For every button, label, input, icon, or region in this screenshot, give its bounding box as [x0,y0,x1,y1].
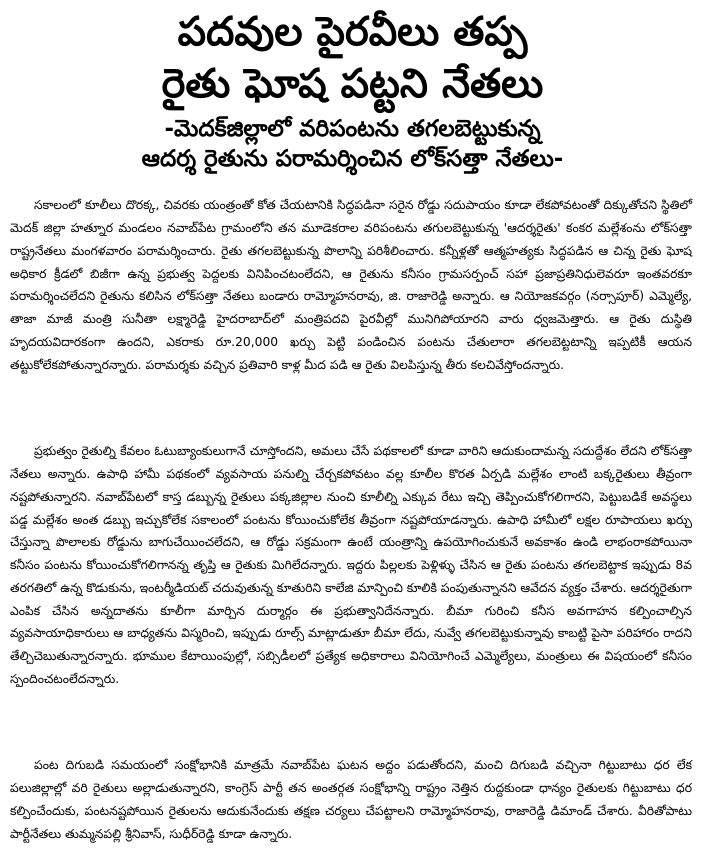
article-paragraph-2: ప్రభుత్వం రైతుల్ని కేవలం ఓటుబ్యాంకులుగానే చూస్తోందని, అమలు చేసే పథకాలలో కూడా వారిని ఆదుకుందామన్న సదుద్దేశం లేదని లోక్‌సత్తా నేతలు అన్నారు. ఉపాధి హామీ పథకంలో వ్యవసాయ పనుల్ని చేర్చకపోవటం వల్ల కూలీల కొరత ఏర్పడి మల్లేశం లాంటి బక్కరైతులు తీవ్రంగా నష్టపోతున్నారని. నవాబ్‌పేటలో కాస్త డబ్బున్న రైతులు పక్కజిల్లాల నుంచి కూలీల్ని ఎక్కువ రేటు ఇచ్చి తెప్పించుకోగలిగారని, పెట్టుబడికే అవస్థలు పడ్డ మల్లేశం అంత డబ్బు ఇచ్చుకోలేక సకాలంలో పంటను కోయించుకోలేక తీవ్రంగా నష్టపోయాడన్నారు. ఉపాధి హామీలో లక్షల రూపాయలు ఖర్చు చేస్తున్నా పొలాలకు రోడ్డును బాగుచేయించలేదని, ఆ రోడ్డు సక్రమంగా ఉంటే యంత్రాన్ని ఉపయోగించుకునే అవకాశం ఉండి లాభంరాకపోయినా కనీసం పంటను కోయించుకోగలిగానన్న తృప్తి ఆ రైతుకు మిగిలేదన్నారు. ఇద్దరు పిల్లలకు పెళ్లిళ్ళు చేసిన ఆ రైతు పంటను తగలబెట్టాక ఇప్పుడు 8వ తరగతిలో ఉన్న కొడుకును, ఇంటర్మీడియట్ చదువుతున్న కూతురిని కాలేజి మాన్పించి కూలికి పంపుతున్నానని ఆవేదన వ్యక్తం చేశారు. ఆదర్శరైతుగా ఎంపిక చేసిన అన్నదాతను కూలీగా మార్చిన దుర్మార్గం ఈ ప్రభుత్వానిదేనన్నారు. బీమా గురించి కనీస అవగాహన కల్పించాల్సిన వ్యవసాయాధికారులు ఆ బాధ్యతను విస్మరించి, ఇప్పుడు రూల్స్ మాట్లాడుతూ బీమా లేదు, నువ్వే తగలబెట్టుకున్నావు కాబట్టి పైసా పరిహారం రాదని తేల్చిచెబుతున్నారన్నారు. భూముల కేటాయింపుల్లో, సబ్సిడీలలో ప్రత్యేక అధికారాలు వినియోగించే ఎమ్మెల్యేలు, మంత్రులు ఈ విషయంలో కనీసం స్పందించటంలేదన్నారు. [10,444,692,686]
headline-line-1: పదవుల పైరవీలు తప్ప [177,9,528,55]
subheadline-line-2: ఆదర్శ రైతును పరామర్శించిన లోక్‌సత్తా నేతలు- [141,146,564,172]
article-paragraph-1: సకాలంలో కూలీలు దొరక్క, చివరకు యంత్రంతో కోత చేయటానికి సిద్ధపడినా సరైన రోడ్డు సదుపాయం కూడా లేకపోవటంతో దిక్కుతోచని స్థితిలో మెదక్ జిల్లా హత్నూర మండలం నవాబ్‌పేట గ్రామంలోని తన మూడెకరాల వరిపంటను తగులబెట్టుకున్న 'ఆదర్శరైతు' కంకర మల్లేశంను లోక్‌సత్తా రాష్ట్రనేతలు మంగళవారం పరామర్శించారు. రైతు తగలబెట్టుకున్న పొలాన్ని పరిశీలించారు. కన్నీళ్లతో ఆత్మహత్యకు సిద్ధపడిన ఆ చిన్న రైతు ఘోష అధికార క్రీడలో బిజీగా ఉన్న ప్రభుత్వ పెద్దలకు వినిపించటంలేదని, ఆ రైతును కనీసం గ్రామసర్పంచ్ సహా ప్రజాప్రతినిధులెవరూ ఇంతవరకూ పరామర్శించలేదని రైతును కలిసిన లోక్‌సత్తా నేతలు బండారు రామ్మోహనరావు, జి. రాజారెడ్డి అన్నారు. ఆ నియోజకవర్గం (నర్సాపూర్) ఎమ్మెల్యే, తాజా మాజీ మంత్రి సునీతా లక్ష్మారెడ్డి హైదరాబాద్‌లో మంత్రిపదవి పైరవీల్లో మునిగిపోయారని వారు ధ్వజమెత్తారు. ఆ రైతు దుస్థితి హృదయవిదారకంగా ఉందని, ఎకరాకు రూ.20,000 ఖర్చు పెట్టి పండించిన పంటను చేతులారా తగలబెట్టటాన్ని ఇప్పటికీ ఆయన తట్టుకోలేకపోతున్నారన్నారు. పరామర్శకు వచ్చిన ప్రతివారి కాళ్ల మీద పడి ఆ రైతు విలపిస్తున్న తీరు కలచివేస్తోందన్నారు. [10,198,692,372]
headline-line-2: రైతు ఘోష పట్టని నేతలు [161,61,544,107]
article-paragraph-3: పంట దిగుబడి సమయంలో సంక్షోభానికి మాత్రమే నవాబ్‌పేట ఘటన అద్దం పడుతోందని, మంచి దిగుబడి వచ్చినా గిట్టుబాటు ధర లేక పలుజిల్లాల్లో వరి రైతులు అల్లాడుతున్నారని, కాంగ్రెస్ పార్టీ తన అంతర్గత సంక్షోభాన్ని రాష్ట్రం నెత్తిన రుద్దకుండా ధాన్యం రైతులకు గిట్టుబాటు ధర కల్పించేందుకు, పంటనష్టపోయిన రైతులను ఆదుకునేందుకు తక్షణ చర్యలు చేపట్టాలని రామ్మోహనరావు, రాజారెడ్డి డిమాండ్ చేశారు. వీరితోపాటు పార్టీనేతలు తుమ్మనపల్లి శ్రీనివాస్, సుధీర్‌రెడ్డి కూడా ఉన్నారు. [10,758,692,841]
subheadline-line-1: -మెదక్‌జిల్లాలో వరిపంటను తగలబెట్టుకున్న [164,116,541,142]
